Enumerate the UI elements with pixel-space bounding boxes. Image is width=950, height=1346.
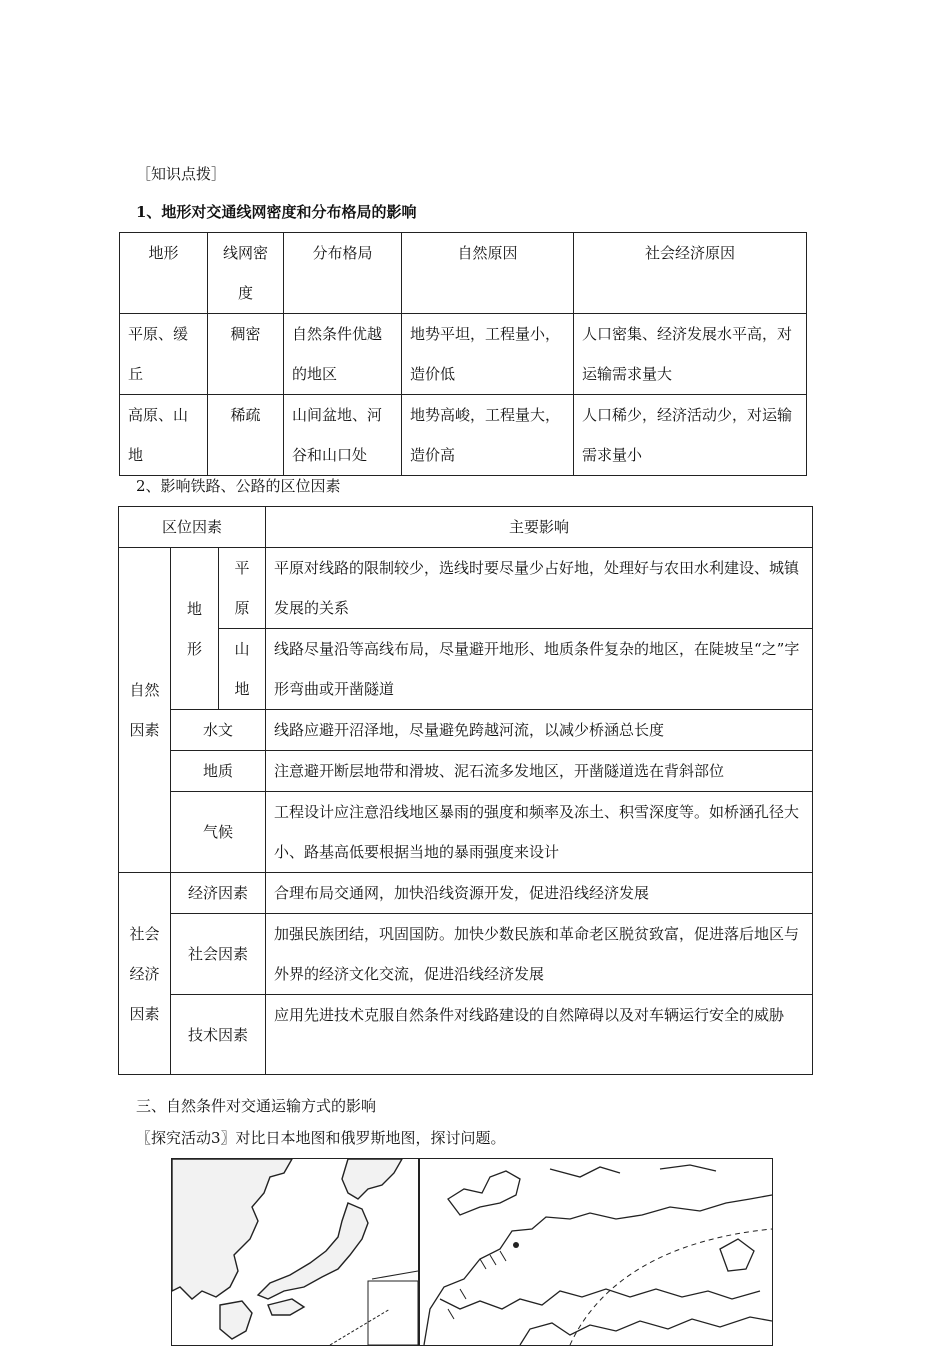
- header-pattern: 分布格局: [284, 233, 402, 314]
- technical-effect: 应用先进技术克服自然条件对线路建设的自然障碍以及对车辆运行安全的威胁: [266, 995, 813, 1075]
- geology-effect: 注意避开断层地带和滑坡、泥石流多发地区，开凿隧道选在背斜部位: [266, 751, 813, 792]
- table-cell: 人口稀少，经济活动少，对运输需求量小: [574, 395, 807, 476]
- header-terrain: 地形: [120, 233, 208, 314]
- plain-effect: 平原对线路的限制较少，选线时要尽量少占好地，处理好与农田水利建设、城镇发展的关系: [266, 548, 813, 629]
- socio-factor-label: 社会经济因素: [119, 873, 171, 1075]
- table-cell: 山间盆地、河谷和山口处: [284, 395, 402, 476]
- table-row: [120, 395, 807, 476]
- japan-map-outline: [172, 1159, 418, 1345]
- social-effect: 加强民族团结，巩固国防。加快少数民族和革命老区脱贫致富，促进落后地区与外界的经济文化交流，促进沿线经济发展: [266, 914, 813, 995]
- section2-title: 2、影响铁路、公路的区位因素: [136, 477, 341, 495]
- header-socio-reason: 社会经济原因: [574, 233, 807, 314]
- terrain-label: 地形: [171, 548, 219, 710]
- table-cell: 人口密集、经济发展水平高，对运输需求量大: [574, 314, 807, 395]
- table-cell: 地势平坦，工程量小，造价低: [402, 314, 574, 395]
- activity-prompt: 〖探究活动3〗对比日本地图和俄罗斯地图，探讨问题。: [136, 1129, 506, 1147]
- hydrology-effect: 线路应避开沼泽地，尽量避免跨越河流，以减少桥涵总长度: [266, 710, 813, 751]
- terrain-table: [119, 232, 807, 476]
- table-row: [120, 314, 807, 395]
- mountain-effect: 线路尽量沿等高线布局，尽量避开地形、地质条件复杂的地区，在陡坡呈“之”字形弯曲或开凿隧道: [266, 629, 813, 710]
- table-cell: 稠密: [208, 314, 284, 395]
- economic-label: 经济因素: [171, 873, 266, 914]
- social-label: 社会因素: [171, 914, 266, 995]
- table-cell: 稀疏: [208, 395, 284, 476]
- table-cell: 高原、山地: [120, 395, 208, 476]
- location-factor-table: [118, 506, 813, 1075]
- header-natural-reason: 自然原因: [402, 233, 574, 314]
- economic-effect: 合理布局交通网，加快沿线资源开发，促进沿线经济发展: [266, 873, 813, 914]
- knowledge-heading: ［知识点拨］: [136, 165, 227, 183]
- plain-label: 平原: [219, 548, 266, 629]
- header-effect: 主要影响: [266, 507, 813, 548]
- header-factor: 区位因素: [119, 507, 266, 548]
- table-cell: 平原、缓丘: [120, 314, 208, 395]
- natural-factor-label: 自然因素: [119, 548, 171, 873]
- hydrology-label: 水文: [171, 710, 266, 751]
- climate-label: 气候: [171, 792, 266, 873]
- table-cell: 地势高峻，工程量大，造价高: [402, 395, 574, 476]
- mountain-label: 山地: [219, 629, 266, 710]
- japan-map: [171, 1158, 419, 1346]
- technical-label: 技术因素: [171, 995, 266, 1075]
- section1-title: 1、地形对交通线网密度和分布格局的影响: [136, 203, 417, 221]
- russia-map: [419, 1158, 773, 1346]
- geology-label: 地质: [171, 751, 266, 792]
- header-density: 线网密度: [208, 233, 284, 314]
- section3-title: 三、自然条件对交通运输方式的影响: [136, 1097, 377, 1115]
- table-cell: 自然条件优越的地区: [284, 314, 402, 395]
- russia-map-outline: [420, 1159, 772, 1345]
- climate-effect: 工程设计应注意沿线地区暴雨的强度和频率及冻土、积雪深度等。如桥涵孔径大小、路基高低要根据当地的暴雨强度来设计: [266, 792, 813, 873]
